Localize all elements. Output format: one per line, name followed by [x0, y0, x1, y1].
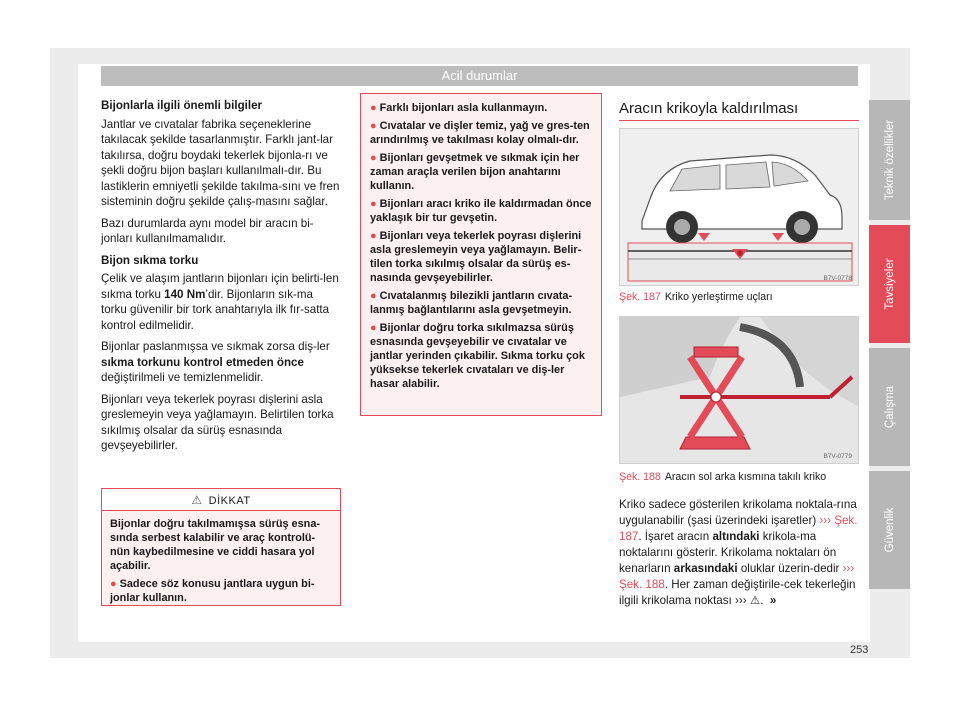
text: Sadece söz konusu jantlara uygun bi-jonlar kullanın.	[110, 578, 315, 604]
tab-tavsiyeler[interactable]	[869, 225, 910, 343]
bullet-icon: ●	[370, 120, 377, 132]
continue-icon: »	[769, 594, 777, 607]
column-1	[101, 98, 341, 460]
tab-label: Teknik özellikler	[883, 119, 896, 201]
text: Kriko sadece gösterilen krikolama noktala-rına uygulanabilir (şasi üzerindeki işaretler)	[619, 498, 857, 527]
text: Bijonlar paslanmışsa ve sıkmak zorsa diş-ler	[101, 340, 330, 353]
text: oluklar üzerin-dedir	[737, 562, 843, 575]
emphasis: altındaki	[712, 530, 760, 543]
caption-text: Aracın sol arka kısmına takılı kriko	[664, 471, 827, 483]
warning-reference-arrow[interactable]: ›››	[734, 594, 747, 607]
list-item	[370, 101, 593, 115]
paragraph-torque	[101, 271, 341, 333]
bullet-icon: ●	[370, 322, 377, 334]
text: krikola-ma noktalarını gösterir. Krikolama noktaları ön kenarların	[619, 530, 837, 575]
text: ’dir. Bijonların sık-ma torku güvenilir bir tork anahtarıyla ilk fır-satta kontrol edilmelidir.	[101, 287, 330, 332]
figure-code: B7V-0778	[823, 275, 852, 282]
text: Çelik ve alaşım jantların bijonları için belirti-len sıkma torku	[101, 272, 339, 301]
figure-label: Şek. 188	[619, 471, 661, 483]
page-number: 253	[850, 644, 869, 656]
text: . Her zaman değiştirile-cek tekerleğin ilgili krikolama noktası	[619, 578, 856, 607]
warning-box	[101, 488, 341, 606]
list-item	[370, 289, 593, 317]
warning-triangle-icon: ⚠	[749, 594, 761, 607]
figure-label: Şek. 187	[619, 291, 661, 303]
warning-bullet	[110, 577, 332, 605]
text: Bijonları gevşetmek ve sıkmak için her zaman araçla verilen bijon anahtarını kullanın.	[370, 152, 580, 192]
page-header: Acil durumlar	[101, 66, 858, 86]
tab-label: Tavsiyeler	[883, 258, 896, 310]
bullet-icon: ●	[370, 198, 377, 210]
bullet-icon: ●	[370, 102, 377, 114]
paragraph: Bazı durumlarda aynı model bir aracın bi-jonları kullanılmamalıdır.	[101, 216, 314, 245]
caption-text: Kriko yerleştirme uçları	[664, 291, 773, 303]
heading-torque: Bijon sıkma torku	[101, 253, 199, 267]
tab-teknik-ozellikler[interactable]	[869, 100, 910, 220]
list-item	[370, 321, 593, 391]
list-item	[370, 197, 593, 225]
text: .	[760, 594, 764, 607]
figure-jack-fitted	[619, 316, 859, 464]
tab-label: Güvenlik	[883, 507, 896, 553]
warning-text: Bijonlar doğru takılmamışsa sürüş esna-sında serbest kalabilir ve araç kontrolü-nün kaybedilmesine ve ciddi hasara yol açabilir.	[110, 518, 321, 572]
text: Farklı bijonları asla kullanmayın.	[379, 102, 548, 114]
warning-title: DİKKAT	[208, 495, 251, 507]
text: Bijonları aracı kriko ile kaldırmadan önce yaklaşık bir tur gevşetin.	[370, 198, 592, 224]
jacking-paragraph	[619, 497, 859, 609]
emphasis: arkasındaki	[673, 562, 738, 575]
paragraph-rust	[101, 339, 341, 386]
warning-icon: ⚠	[191, 493, 203, 507]
text: Bijonları veya tekerlek poyrası dişlerini asla greslemeyin veya yağlamayın. Belir-tilen torka sıkılmış olsalar da sürüş es-nasında gevşeyebilirler.	[370, 230, 582, 284]
warning-body	[102, 511, 340, 605]
list-item	[370, 151, 593, 193]
figure-reference-link[interactable]: ››› Şek. 188	[619, 562, 855, 591]
torque-value: 140 Nm	[164, 287, 206, 301]
emphasis: sıkma torkunu kontrol etmeden önce	[101, 355, 304, 369]
text: Cıvatalanmış bilezikli jantların cıvata-lanmış bağlantılarını asla gevşetmeyin.	[370, 290, 573, 316]
section-rule	[619, 120, 859, 121]
figure-code: B7V-0779	[823, 453, 852, 460]
bullet-icon: ●	[370, 290, 377, 302]
paragraph: Bijonları veya tekerlek poyrası dişlerini asla greslemeyin veya yağlamayın. Belirtilen torka sıkılmış olsalar da sürüş esnasında gevşeyebilirler.	[101, 392, 334, 452]
tab-calisma[interactable]	[869, 348, 910, 466]
figure-jack-points	[619, 128, 859, 286]
warning-header	[102, 489, 340, 511]
text: Bijonlar doğru torka sıkılmazsa sürüş esnasında gevşeyebilir ve cıvatalar ve jantlar yerinden çıkabilir. Sıkma torku çok yüksekse tekerlek cıvataları ve diş-ler hasar alabilir.	[370, 322, 585, 390]
tab-label: Çalışma	[883, 385, 896, 429]
text: . İşaret aracın	[638, 530, 713, 543]
figure-reference-link[interactable]: ››› Şek. 187	[619, 514, 858, 543]
tab-guvenlik[interactable]	[869, 471, 910, 589]
figure-caption	[619, 471, 859, 483]
jack-illustration	[620, 317, 859, 464]
list-item	[370, 119, 593, 147]
figure-caption	[619, 291, 859, 303]
car-side-illustration	[620, 129, 859, 286]
bullet-icon: ●	[110, 578, 117, 590]
paragraph: Jantlar ve cıvatalar fabrika seçeneklerine takılacak şekilde tasarlanmıştır. Farklı jant-lar takılırsa, doğru boydaki tekerlek bijonla-rı ve şekli doğru bijon başları kullanılmalı-dır. Bu lastiklerin emniyetli şekilde takılma-sını ve fren sisteminin doğru şekilde çalış-masını sağlar.	[101, 117, 340, 208]
text: değiştirilmeli ve temizlenmelidir.	[101, 371, 264, 384]
caution-list-box	[360, 93, 602, 416]
bullet-icon: ●	[370, 152, 377, 164]
section-title: Aracın krikoyla kaldırılması	[619, 100, 799, 117]
text: Cıvatalar ve dişler temiz, yağ ve gres-ten arındırılmış ve takılması kolay olmalı-dır.	[370, 120, 590, 146]
heading-wheel-bolts: Bijonlarla ilgili önemli bilgiler	[101, 99, 263, 112]
bullet-icon: ●	[370, 230, 377, 242]
list-item	[370, 229, 593, 285]
